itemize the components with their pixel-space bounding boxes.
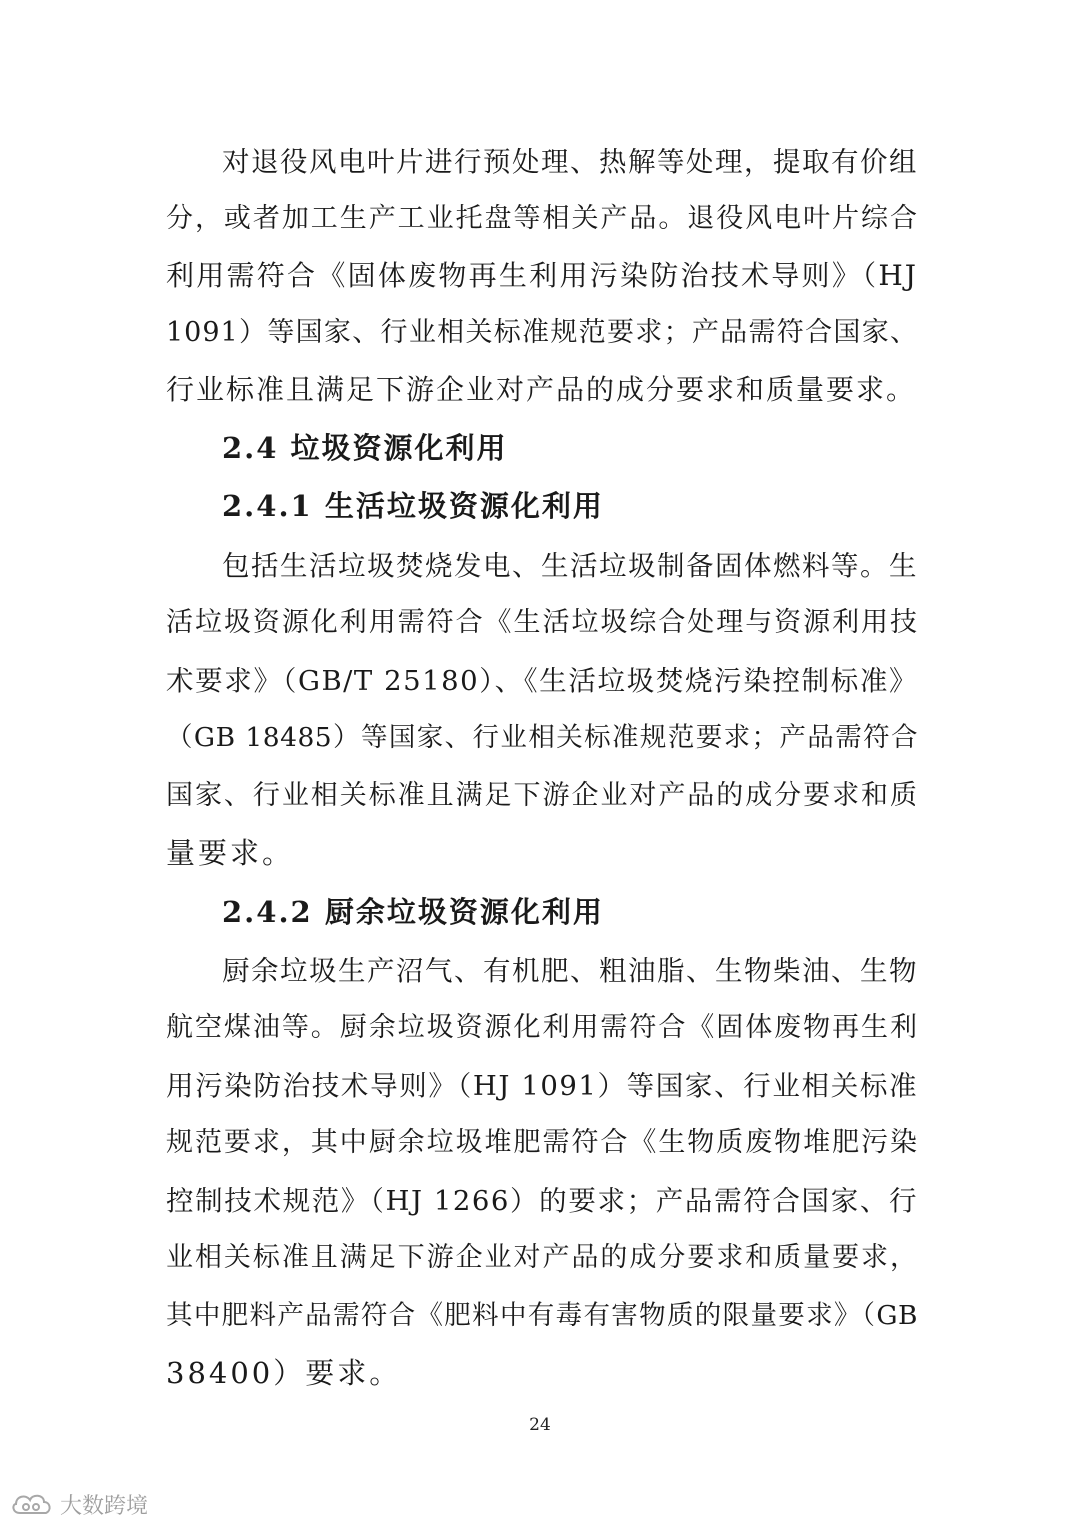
paragraph-line: 厨余垃圾生产沼气、有机肥、粗油脂、生物柴油、生物 (222, 955, 918, 987)
subsection-heading: 2.4.2 厨余垃圾资源化利用 (222, 895, 604, 929)
section-heading: 2.4 垃圾资源化利用 (222, 431, 508, 465)
paragraph-line: 行业标准且满足下游企业对产品的成分要求和质量要求。 (166, 373, 917, 406)
page-number: 24 (529, 1415, 551, 1435)
paragraph-line: （GB 18485）等国家、行业相关标准规范要求；产品需符合 (166, 722, 918, 753)
paragraph-line: 活垃圾资源化利用需符合《生活垃圾综合处理与资源利用技 (166, 607, 918, 638)
paragraph-line: 国家、行业相关标准且满足下游企业对产品的成分要求和质 (166, 780, 918, 811)
paragraph-line: 分，或者加工生产工业托盘等相关产品。退役风电叶片综合 (166, 203, 918, 234)
paragraph-line: 量要求。 (166, 836, 295, 870)
subsection-heading: 2.4.1 生活垃圾资源化利用 (222, 489, 604, 523)
paragraph-line: 包括生活垃圾焚烧发电、生活垃圾制备固体燃料等。生 (222, 550, 918, 582)
paragraph-line: 对退役风电叶片进行预处理、热解等处理，提取有价组 (222, 146, 918, 178)
paragraph-line: 航空煤油等。厨余垃圾资源化利用需符合《固体废物再生利 (166, 1012, 918, 1043)
watermark (10, 1488, 148, 1520)
paragraph-line: 控制技术规范》（HJ 1266）的要求；产品需符合国家、行 (166, 1185, 918, 1217)
paragraph-line: 业相关标准且满足下游企业对产品的成分要求和质量要求， (166, 1242, 918, 1273)
paragraph-line: 其中肥料产品需符合《肥料中有毒有害物质的限量要求》（GB (166, 1300, 918, 1331)
watermark-logo-icon (10, 1490, 54, 1518)
paragraph-line: 用污染防治技术导则》（HJ 1091）等国家、行业相关标准 (166, 1070, 918, 1102)
watermark-text: 大数跨境 (60, 1493, 149, 1519)
paragraph-line: 1091）等国家、行业相关标准规范要求；产品需符合国家、 (166, 317, 918, 348)
paragraph-line: 规范要求，其中厨余垃圾堆肥需符合《生物质废物堆肥污染 (166, 1127, 918, 1158)
paragraph-line: 术要求》（GB/T 25180）、《生活垃圾焚烧污染控制标准》 (166, 665, 918, 697)
paragraph-line: 利用需符合《固体废物再生利用污染防治技术导则》（HJ (166, 259, 918, 292)
paragraph-line: 38400）要求。 (166, 1356, 402, 1390)
